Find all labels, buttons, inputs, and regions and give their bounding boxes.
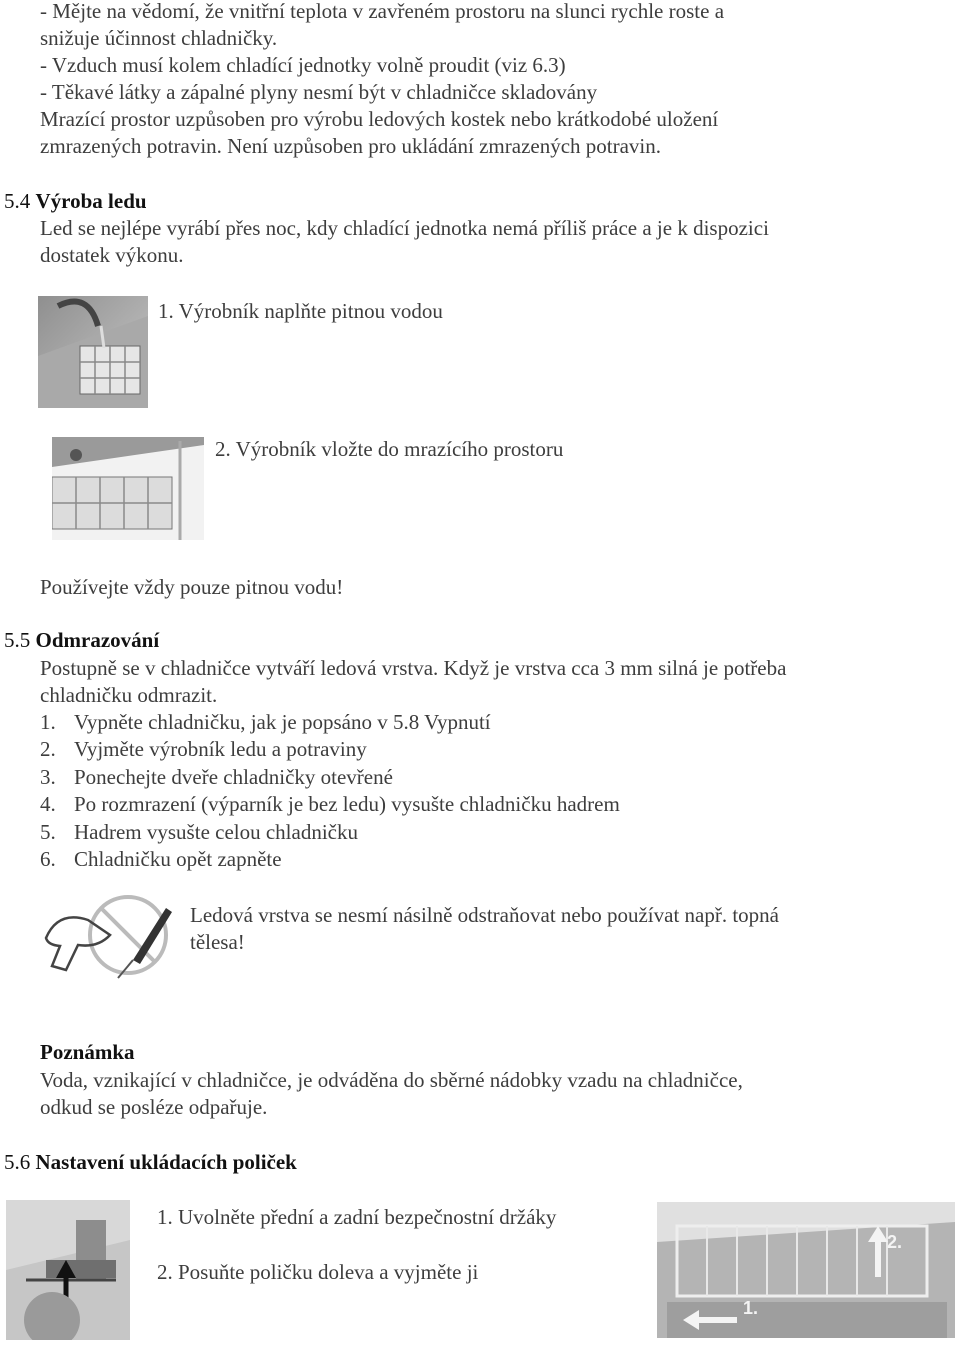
ice-warning: Používejte vždy pouze pitnou vodu! xyxy=(40,575,344,599)
photo-label-1: 1. xyxy=(743,1298,759,1318)
shelf-step-1: 1. Uvolněte přední a zadní bezpečnostní držáky xyxy=(157,1205,557,1229)
section-heading-shelves xyxy=(4,1149,297,1176)
caution-line: tělesa! xyxy=(190,930,245,954)
list-number: 5. xyxy=(40,820,56,844)
list-text: Ponechejte dveře chladničky otevřené xyxy=(74,765,393,789)
section-title: Nastavení ukládacích poliček xyxy=(35,1150,297,1174)
list-item xyxy=(40,791,620,818)
section-number: 5.4 xyxy=(4,189,31,213)
section-title: Odmrazování xyxy=(35,628,160,652)
note-title: Poznámka xyxy=(40,1040,135,1064)
paragraph-line: dostatek výkonu. xyxy=(40,243,184,267)
section-heading-ice xyxy=(4,188,147,215)
intro-line-1: - Mějte na vědomí, že vnitřní teplota v zavřeném prostoru na slunci rychle roste a xyxy=(40,0,725,23)
list-item xyxy=(40,846,282,873)
list-item xyxy=(40,736,367,763)
list-text: Vypněte chladničku, jak je popsáno v 5.8 Vypnutí xyxy=(74,710,491,734)
shelf-removal-photo xyxy=(657,1202,955,1338)
list-number: 2. xyxy=(40,737,56,761)
intro-line-6: zmrazených potravin. Není uzpůsoben pro ukládání zmrazených potravin. xyxy=(40,134,662,158)
section-heading-defrost xyxy=(4,627,159,654)
list-item xyxy=(40,709,491,736)
photo-label-2: 2. xyxy=(887,1232,903,1252)
ice-tray-filling-photo xyxy=(38,296,148,408)
list-text: Hadrem vysušte celou chladničku xyxy=(74,820,358,844)
list-number: 4. xyxy=(40,792,56,816)
shelf-holder-photo xyxy=(6,1200,130,1340)
ice-step-1: 1. Výrobník naplňte pitnou vodou xyxy=(158,299,443,323)
list-text: Chladničku opět zapněte xyxy=(74,847,282,871)
list-text: Vyjměte výrobník ledu a potraviny xyxy=(74,737,367,761)
no-heater-icon xyxy=(38,890,178,980)
section-number: 5.6 xyxy=(4,1150,31,1174)
list-item xyxy=(40,819,358,846)
section-title: Výroba ledu xyxy=(35,189,147,213)
list-number: 1. xyxy=(40,710,56,734)
intro-line-3: - Vzduch musí kolem chladící jednotky volně proudit (viz 6.3) xyxy=(40,53,566,77)
paragraph-line: Postupně se v chladničce vytváří ledová vrstva. Když je vrstva cca 3 mm silná je potřeba xyxy=(40,656,787,680)
paragraph-line: chladničku odmrazit. xyxy=(40,683,218,707)
intro-line-2: snižuje účinnost chladničky. xyxy=(40,26,278,50)
intro-line-4: - Těkavé látky a zápalné plyny nesmí být v chladničce skladovány xyxy=(40,80,598,104)
caution-line: Ledová vrstva se nesmí násilně odstraňovat nebo používat např. topná xyxy=(190,903,780,927)
shelf-step-2: 2. Posuňte poličku doleva a vyjměte ji xyxy=(157,1260,479,1284)
note-line: Voda, vznikající v chladničce, je odváděna do sběrné nádobky vzadu na chladničce, xyxy=(40,1068,743,1092)
list-number: 3. xyxy=(40,765,56,789)
list-number: 6. xyxy=(40,847,56,871)
ice-tray-freezer-photo xyxy=(52,437,204,540)
ice-step-2: 2. Výrobník vložte do mrazícího prostoru xyxy=(215,437,564,461)
note-line: odkud se posléze odpařuje. xyxy=(40,1095,268,1119)
intro-line-5: Mrazící prostor uzpůsoben pro výrobu ledových kostek nebo krátkodobé uložení xyxy=(40,107,719,131)
section-number: 5.5 xyxy=(4,628,31,652)
list-item xyxy=(40,764,393,791)
paragraph-line: Led se nejlépe vyrábí přes noc, kdy chladící jednotka nemá příliš práce a je k dispozici xyxy=(40,216,769,240)
list-text: Po rozmrazení (výparník je bez ledu) vysušte chladničku hadrem xyxy=(74,792,620,816)
